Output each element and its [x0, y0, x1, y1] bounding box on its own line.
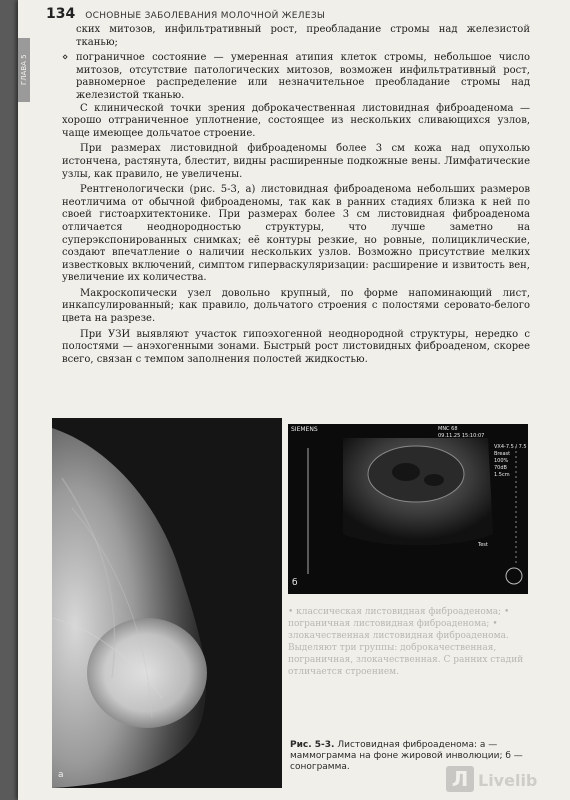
- figure-label-a: а: [58, 770, 64, 780]
- livelib-watermark: Livelib: [478, 771, 538, 790]
- paragraph-size: При размерах листовидной фиброаденомы более 3 см кожа над опухолью истончена, растянута, блестит, видны расширенные подкожные вены. Лимфатические узлы, как правило, не увеличены.: [62, 143, 530, 180]
- us-readout-4: Breast: [494, 451, 511, 457]
- us-brand: SIEMENS: [291, 426, 318, 433]
- paragraph-xray: Рентгенологически (рис. 5-3, а) листовидная фиброаденома небольших размеров неотличима от обычной фиброаденомы, так как в ранних стадиях близка к ней по своей гистоархитектонике. При размерах более 3 см листовидная фиброаденома отличается неоднородностью структуры, что лучше заметно на суперэкспонированных снимках; её контуры резкие, но ровные, полициклические, создают впечатление о наличии нескольких узлов. Возможно присутствие мелких известковых включений, симптом гиперваскуляризации: расширение и извитость вен, увеличение их количества.: [62, 184, 530, 284]
- paragraph-ultrasound: При УЗИ выявляют участок гипоэхогенной неоднородной структуры, нередко с полостями — анэхогенными зонами. Быстрый рост листовидных фиброаденом, скорее всего, связан с темпом заполнения полостей жидкостью.: [62, 328, 530, 365]
- caption-text: Листовидная фиброаденома: а — маммограмма на фоне жировой инволюции; б — сонограмма.: [290, 740, 523, 772]
- chapter-side-tab: ГЛАВА 5: [18, 38, 30, 102]
- sonogram-image: [288, 424, 528, 594]
- page-header: [46, 6, 546, 24]
- mammogram-drawing: [52, 418, 282, 788]
- us-readout-2: 09.11.25 15:10:07: [438, 433, 485, 439]
- us-readout-5: 100%: [494, 458, 509, 464]
- us-readout-7: 1.5cm: [494, 472, 510, 478]
- bleed-through-text: • классическая листовидная фиброаденома; • пограничная листовидная фиброаденома; • злокачественная листовидная фиброаденома. Выделяют три группы: доброкачественная, пограничная, злокачественная. С ранних стадий отличается строением.: [288, 607, 524, 677]
- bullet-item: [62, 52, 530, 102]
- main-text: [62, 24, 530, 369]
- running-title: ОСНОВНЫЕ ЗАБОЛЕВАНИЯ МОЛОЧНОЙ ЖЕЛЕЗЫ: [85, 11, 326, 21]
- caption-number: Рис. 5-3.: [290, 740, 335, 750]
- us-readout-6: 70dB: [494, 465, 507, 471]
- paragraph-clinical: С клинической точки зрения доброкачественная листовидная фиброаденома — хорошо отграниченное уплотнение, состоящее из нескольких сливающихся узлов, чаще имеющее дольчатое строение.: [62, 102, 530, 139]
- paragraph-macro: Макроскопически узел довольно крупный, по форме напоминающий лист, инкапсулированный; как правило, дольчатого строения с полостями серовато-белого цвета на разрезе.: [62, 287, 530, 325]
- bullet-continuation: ских митозов, инфильтративный рост, преобладание стромы над железистой тканью;: [76, 24, 530, 48]
- page-number: 134: [46, 6, 76, 22]
- livelib-logo-icon: Л: [446, 766, 474, 792]
- us-readout-8: Test: [478, 542, 488, 548]
- bullet-marker: ⋄: [62, 52, 69, 64]
- us-readout-1: MNC 68: [438, 426, 458, 432]
- figure-caption: [290, 740, 526, 773]
- figure-label-b: б: [292, 578, 298, 588]
- us-readout-3: VX4-7.5 / 7.5: [494, 444, 527, 450]
- sonogram-drawing: [288, 424, 528, 594]
- bullet-text: пограничное состояние — умеренная атипия клеток стромы, небольшое число митозов, отсутствие патологических митозов, возможен инфильтративный рост, равномерное распределение или незначительное преобладание стромы над железистой тканью.: [76, 52, 530, 101]
- book-page: [18, 0, 570, 800]
- mammogram-image: [52, 418, 282, 788]
